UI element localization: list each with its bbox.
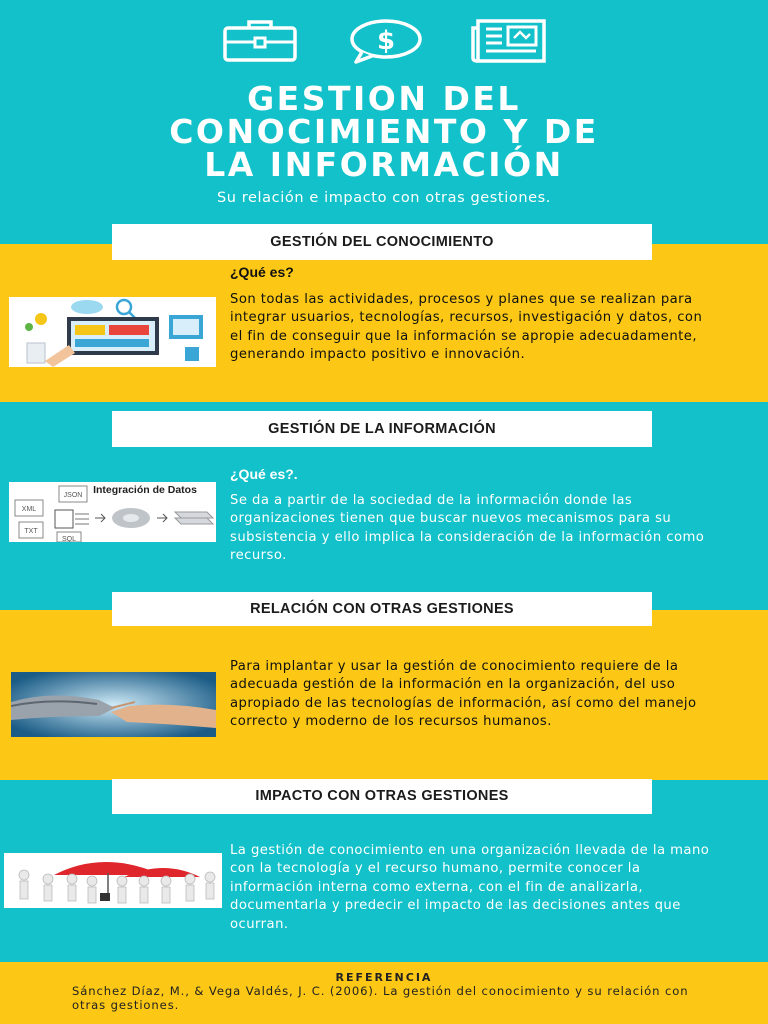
section-text: Para implantar y usar la gestión de conocimiento requiere de la adecuada gestión de la información en la organización, del uso apropiado de las tecnologías de información, así como del manejo correcto y moderno de los recursos humanos. [230, 659, 697, 730]
section-text: Son todas las actividades, procesos y planes que se realizan para integrar usuarios, tecnologías, recursos, investigación y datos, con el fin de conseguir que la información se apropie adecuadamente, generando impacto positivo e innovación. [230, 292, 703, 363]
page-subtitle: Su relación e impacto con otras gestiones. [216, 190, 551, 206]
title-line: GESTION DEL [247, 79, 521, 118]
section-heading: RELACIÓN CON OTRAS GESTIONES [112, 592, 652, 626]
section-text: La gestión de conocimiento en una organización llevada de la mano con la tecnología y el recurso humano, permite conocer la información interna como externa, con el fin de analizarla, documentarla y predecir el impacto de las decisiones antes que ocurran. [230, 843, 710, 932]
dollar-speech-bubble-icon [348, 18, 424, 64]
data-integration-label: XML [21, 506, 37, 513]
title-line: LA INFORMACIÓN [204, 145, 564, 184]
header-section [0, 0, 768, 244]
reference-text: Sánchez Díaz, M., & Vega Valdés, J. C. (2006). La gestión del conocimiento y su relación con otras gestiones. [72, 984, 689, 1012]
section-question: ¿Qué es?. [230, 466, 298, 482]
reference-label: REFERENCIA [335, 971, 433, 984]
newspaper-icon [470, 18, 548, 64]
data-integration-label: SQL [61, 536, 77, 542]
data-integration-image [9, 482, 216, 542]
data-integration-label: TXT [24, 528, 38, 535]
header-icons [0, 18, 768, 66]
data-integration-title: Integración de Datos [93, 484, 197, 496]
briefcase-icon [222, 18, 298, 62]
title-line: CONOCIMIENTO Y DE [169, 112, 599, 151]
computer-illustration-image [9, 297, 216, 367]
section-heading: GESTIÓN DE LA INFORMACIÓN [112, 411, 652, 447]
data-integration-label: JSON [63, 492, 83, 499]
section-text: Se da a partir de la sociedad de la información donde las organizaciones tienen que buscar nuevos mecanismos para su subsistencia y ello implica la consideración de la información como recurso. [230, 493, 705, 564]
svg-text:$: $ [376, 26, 396, 56]
page-title [0, 79, 768, 184]
umbrella-team-image [4, 853, 222, 908]
robot-human-handshake-image [11, 672, 216, 737]
section-question: ¿Qué es? [230, 264, 294, 280]
section-heading: GESTIÓN DEL CONOCIMIENTO [112, 224, 652, 260]
section-heading: IMPACTO CON OTRAS GESTIONES [112, 779, 652, 814]
